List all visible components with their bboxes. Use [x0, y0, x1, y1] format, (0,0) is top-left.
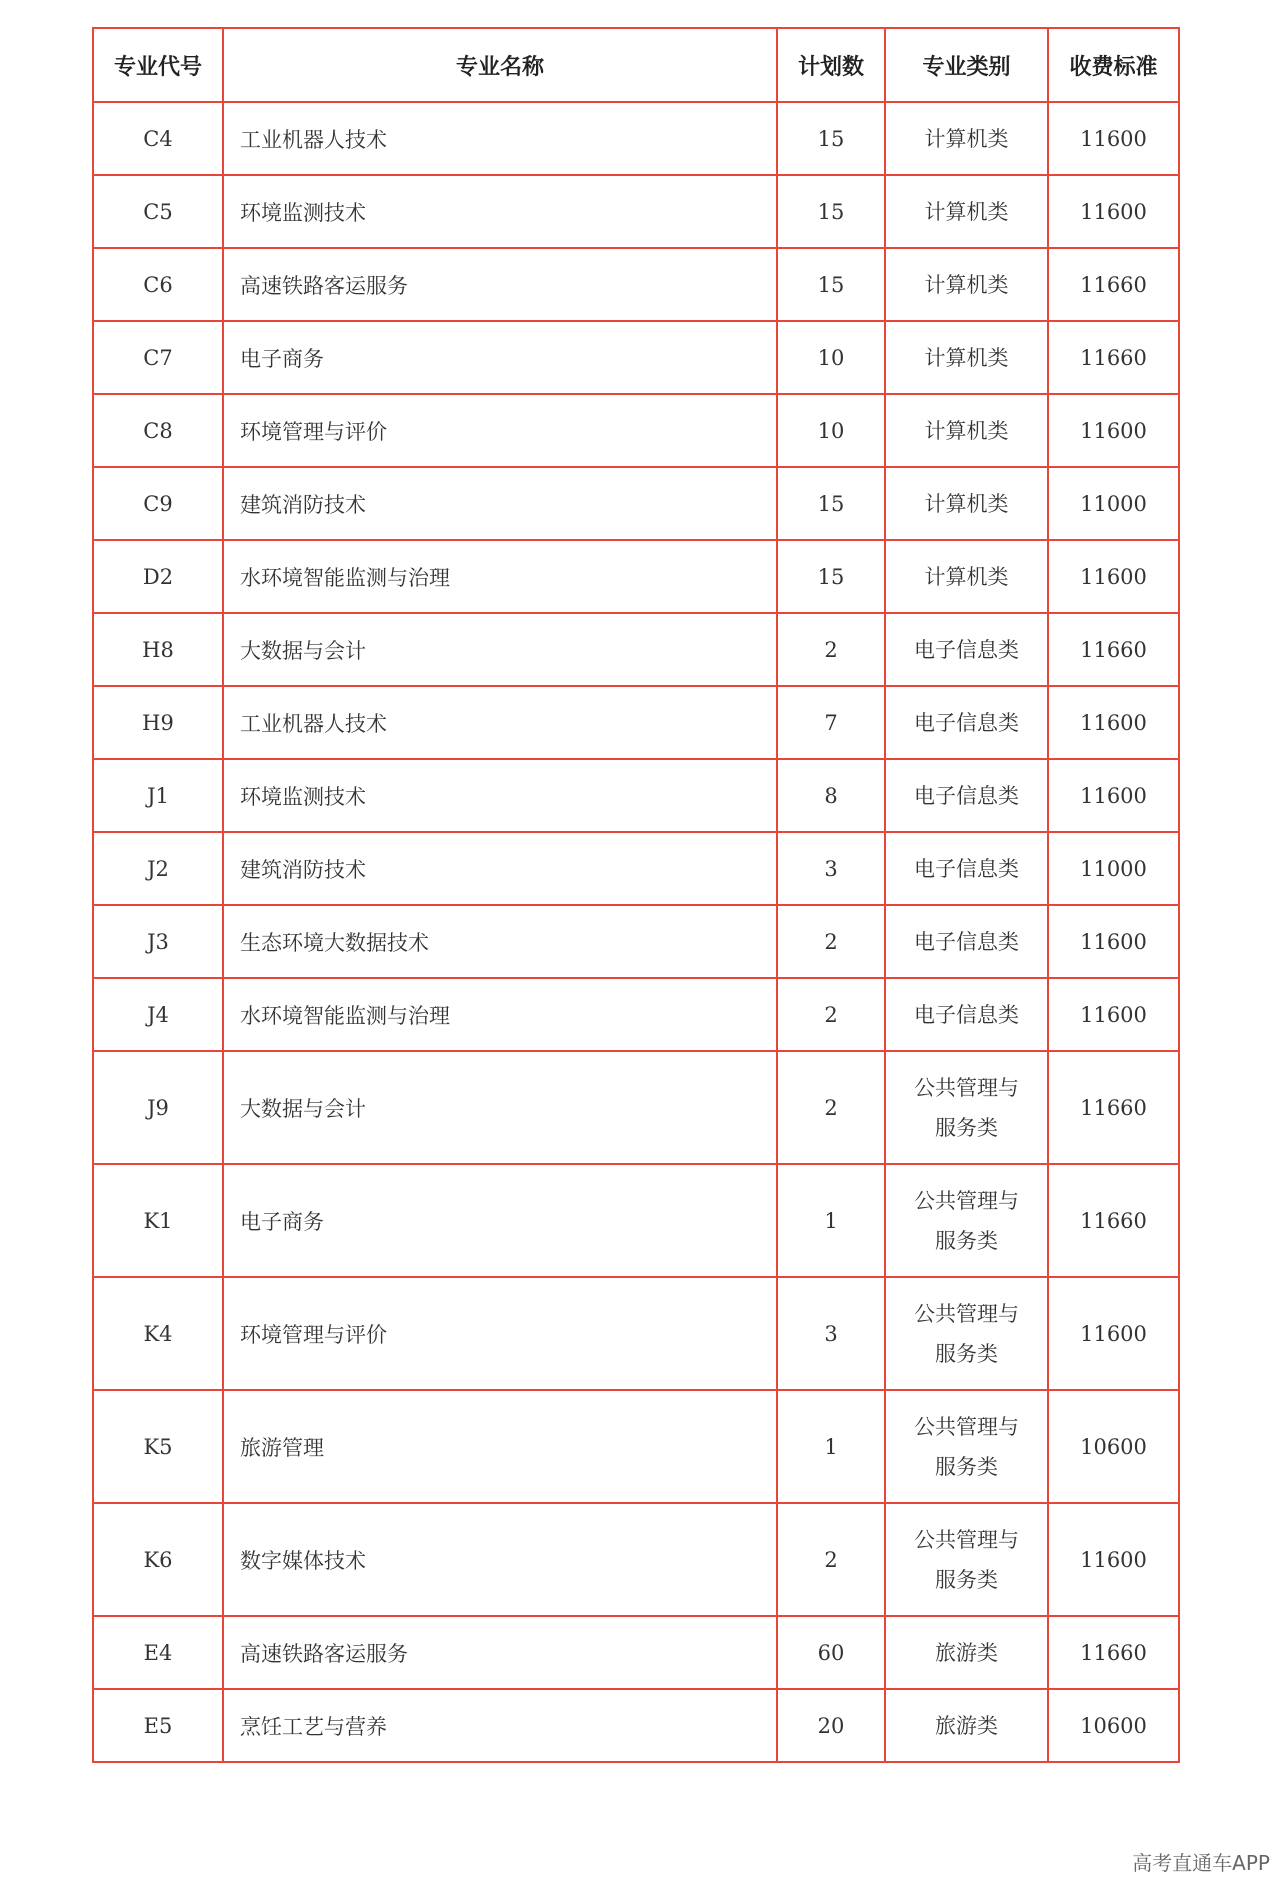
cell-code: C5	[93, 175, 223, 248]
cell-fee: 11660	[1048, 1051, 1179, 1164]
cell-category	[885, 613, 1048, 686]
category-text: 计算机类	[924, 418, 1009, 443]
header-category: 专业类别	[885, 28, 1048, 102]
cell-name: 建筑消防技术	[223, 467, 777, 540]
cell-plan: 10	[777, 394, 885, 467]
cell-plan: 2	[777, 905, 885, 978]
enrollment-plan-table	[92, 27, 1180, 1763]
cell-category	[885, 1277, 1048, 1390]
category-text: 计算机类	[924, 564, 1009, 589]
cell-name: 环境管理与评价	[223, 1277, 777, 1390]
cell-name: 生态环境大数据技术	[223, 905, 777, 978]
cell-category	[885, 467, 1048, 540]
cell-fee: 10600	[1048, 1689, 1179, 1762]
cell-plan: 2	[777, 613, 885, 686]
header-code: 专业代号	[93, 28, 223, 102]
category-text: 计算机类	[924, 199, 1009, 224]
cell-code: C4	[93, 102, 223, 175]
cell-code: J1	[93, 759, 223, 832]
category-text: 公共管理与服务类	[914, 1527, 1019, 1592]
table-row	[93, 1051, 1179, 1164]
cell-fee: 11000	[1048, 467, 1179, 540]
table-row	[93, 1689, 1179, 1762]
cell-fee: 11000	[1048, 832, 1179, 905]
cell-name: 大数据与会计	[223, 613, 777, 686]
cell-name: 环境管理与评价	[223, 394, 777, 467]
cell-fee: 11660	[1048, 1616, 1179, 1689]
table-row	[93, 686, 1179, 759]
cell-fee: 11600	[1048, 540, 1179, 613]
cell-fee: 10600	[1048, 1390, 1179, 1503]
cell-plan: 2	[777, 978, 885, 1051]
table-row	[93, 832, 1179, 905]
cell-plan: 15	[777, 540, 885, 613]
header-plan: 计划数	[777, 28, 885, 102]
category-text: 公共管理与服务类	[914, 1075, 1019, 1140]
cell-fee: 11600	[1048, 978, 1179, 1051]
cell-fee: 11600	[1048, 175, 1179, 248]
cell-category	[885, 759, 1048, 832]
cell-code: C7	[93, 321, 223, 394]
cell-code: D2	[93, 540, 223, 613]
cell-category	[885, 540, 1048, 613]
table-row	[93, 613, 1179, 686]
category-text: 计算机类	[924, 345, 1009, 370]
category-text: 公共管理与服务类	[914, 1301, 1019, 1366]
table-row	[93, 1503, 1179, 1616]
table-row	[93, 394, 1179, 467]
category-text: 电子信息类	[914, 710, 1019, 735]
cell-plan: 15	[777, 248, 885, 321]
table-row	[93, 759, 1179, 832]
header-name: 专业名称	[223, 28, 777, 102]
category-text: 电子信息类	[914, 783, 1019, 808]
cell-code: K4	[93, 1277, 223, 1390]
cell-name: 高速铁路客运服务	[223, 1616, 777, 1689]
cell-category	[885, 1051, 1048, 1164]
cell-fee: 11600	[1048, 759, 1179, 832]
cell-plan: 2	[777, 1503, 885, 1616]
cell-code: K5	[93, 1390, 223, 1503]
table-row	[93, 1390, 1179, 1503]
cell-category	[885, 978, 1048, 1051]
cell-category	[885, 686, 1048, 759]
category-text: 公共管理与服务类	[914, 1414, 1019, 1479]
category-text: 旅游类	[935, 1640, 998, 1665]
cell-code: J2	[93, 832, 223, 905]
cell-plan: 3	[777, 1277, 885, 1390]
category-text: 电子信息类	[914, 1002, 1019, 1027]
cell-name: 数字媒体技术	[223, 1503, 777, 1616]
cell-plan: 2	[777, 1051, 885, 1164]
category-text: 旅游类	[935, 1713, 998, 1738]
cell-plan: 3	[777, 832, 885, 905]
header-fee: 收费标准	[1048, 28, 1179, 102]
cell-plan: 1	[777, 1390, 885, 1503]
cell-name: 环境监测技术	[223, 175, 777, 248]
cell-code: C9	[93, 467, 223, 540]
cell-category	[885, 832, 1048, 905]
category-text: 电子信息类	[914, 929, 1019, 954]
table-row	[93, 540, 1179, 613]
category-text: 计算机类	[924, 272, 1009, 297]
cell-plan: 15	[777, 175, 885, 248]
cell-name: 大数据与会计	[223, 1051, 777, 1164]
cell-category	[885, 175, 1048, 248]
cell-code: J3	[93, 905, 223, 978]
table-row	[93, 1164, 1179, 1277]
cell-code: H9	[93, 686, 223, 759]
table-row	[93, 467, 1179, 540]
cell-fee: 11660	[1048, 248, 1179, 321]
cell-plan: 7	[777, 686, 885, 759]
cell-name: 电子商务	[223, 321, 777, 394]
cell-code: C6	[93, 248, 223, 321]
cell-code: J4	[93, 978, 223, 1051]
category-text: 电子信息类	[914, 856, 1019, 881]
cell-category	[885, 1616, 1048, 1689]
cell-category	[885, 1689, 1048, 1762]
cell-fee: 11660	[1048, 321, 1179, 394]
cell-name: 工业机器人技术	[223, 686, 777, 759]
cell-plan: 60	[777, 1616, 885, 1689]
cell-category	[885, 905, 1048, 978]
cell-name: 烹饪工艺与营养	[223, 1689, 777, 1762]
cell-plan: 1	[777, 1164, 885, 1277]
table-row	[93, 978, 1179, 1051]
cell-category	[885, 1164, 1048, 1277]
cell-code: E4	[93, 1616, 223, 1689]
cell-fee: 11600	[1048, 394, 1179, 467]
category-text: 公共管理与服务类	[914, 1188, 1019, 1253]
cell-fee: 11600	[1048, 102, 1179, 175]
cell-plan: 15	[777, 102, 885, 175]
cell-code: H8	[93, 613, 223, 686]
cell-fee: 11660	[1048, 613, 1179, 686]
cell-plan: 20	[777, 1689, 885, 1762]
table-header-row	[93, 28, 1179, 102]
cell-plan: 10	[777, 321, 885, 394]
cell-category	[885, 394, 1048, 467]
cell-category	[885, 1390, 1048, 1503]
cell-plan: 8	[777, 759, 885, 832]
cell-code: K6	[93, 1503, 223, 1616]
cell-name: 建筑消防技术	[223, 832, 777, 905]
category-text: 计算机类	[924, 491, 1009, 516]
watermark: 高考直通车APP	[1132, 1851, 1270, 1875]
cell-category	[885, 1503, 1048, 1616]
table-row	[93, 905, 1179, 978]
cell-fee: 11600	[1048, 1503, 1179, 1616]
cell-name: 水环境智能监测与治理	[223, 540, 777, 613]
cell-fee: 11600	[1048, 905, 1179, 978]
cell-category	[885, 321, 1048, 394]
cell-code: J9	[93, 1051, 223, 1164]
cell-name: 环境监测技术	[223, 759, 777, 832]
table-row	[93, 321, 1179, 394]
table-row	[93, 1277, 1179, 1390]
cell-plan: 15	[777, 467, 885, 540]
cell-code: E5	[93, 1689, 223, 1762]
cell-name: 高速铁路客运服务	[223, 248, 777, 321]
category-text: 计算机类	[924, 126, 1009, 151]
cell-code: C8	[93, 394, 223, 467]
table-row	[93, 175, 1179, 248]
cell-name: 旅游管理	[223, 1390, 777, 1503]
category-text: 电子信息类	[914, 637, 1019, 662]
table-row	[93, 1616, 1179, 1689]
cell-fee: 11660	[1048, 1164, 1179, 1277]
cell-name: 工业机器人技术	[223, 102, 777, 175]
cell-fee: 11600	[1048, 1277, 1179, 1390]
cell-code: K1	[93, 1164, 223, 1277]
table-body	[93, 102, 1179, 1762]
cell-category	[885, 102, 1048, 175]
table-row	[93, 102, 1179, 175]
cell-fee: 11600	[1048, 686, 1179, 759]
cell-name: 电子商务	[223, 1164, 777, 1277]
cell-category	[885, 248, 1048, 321]
cell-name: 水环境智能监测与治理	[223, 978, 777, 1051]
table-row	[93, 248, 1179, 321]
